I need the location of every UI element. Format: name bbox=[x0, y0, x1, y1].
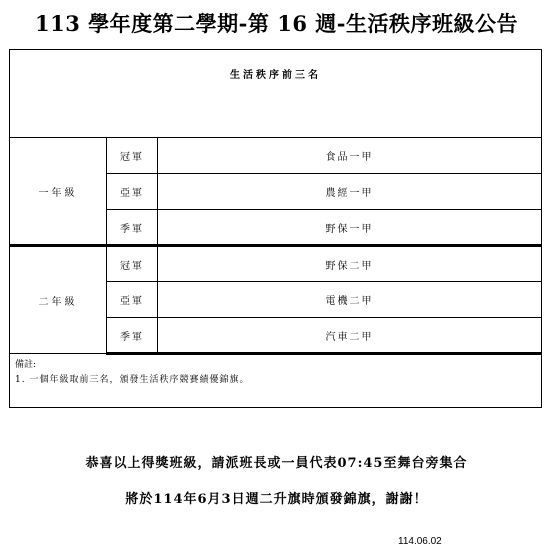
ranking-table bbox=[9, 49, 542, 408]
rank-label: 亞軍 bbox=[107, 282, 158, 318]
rank-label: 季軍 bbox=[107, 210, 158, 246]
class-name: 電機二甲 bbox=[158, 282, 542, 318]
class-name: 食品一甲 bbox=[158, 138, 542, 174]
grade-label-first: 一年級 bbox=[10, 138, 107, 246]
remarks-cell bbox=[10, 354, 542, 408]
class-name: 汽車二甲 bbox=[158, 318, 542, 354]
rank-label: 季軍 bbox=[107, 318, 158, 354]
rank-label: 冠軍 bbox=[107, 138, 158, 174]
page-title: 113 學年度第二學期-第 16 週-生活秩序班級公告 bbox=[35, 11, 518, 36]
grade-label-second: 二年級 bbox=[10, 246, 107, 354]
document-date: 114.06.02 bbox=[398, 536, 442, 547]
table-heading: 生活秩序前三名 bbox=[10, 50, 542, 138]
class-name: 農經一甲 bbox=[158, 174, 542, 210]
class-name: 野保一甲 bbox=[158, 210, 542, 246]
footer-notice-line-2: 將於114年6月3日週二升旗時頒發錦旗，謝謝！ bbox=[125, 492, 428, 507]
class-name: 野保二甲 bbox=[158, 246, 542, 282]
rank-label: 冠軍 bbox=[107, 246, 158, 282]
remarks-label: 備註: bbox=[15, 360, 37, 370]
rank-label: 亞軍 bbox=[107, 174, 158, 210]
remark-item: 1. 一個年級取前三名，頒發生活秩序競賽績優錦旗。 bbox=[15, 375, 250, 385]
footer-notice-line-1: 恭喜以上得獎班級，請派班長或一員代表07:45至舞台旁集合 bbox=[85, 456, 468, 471]
